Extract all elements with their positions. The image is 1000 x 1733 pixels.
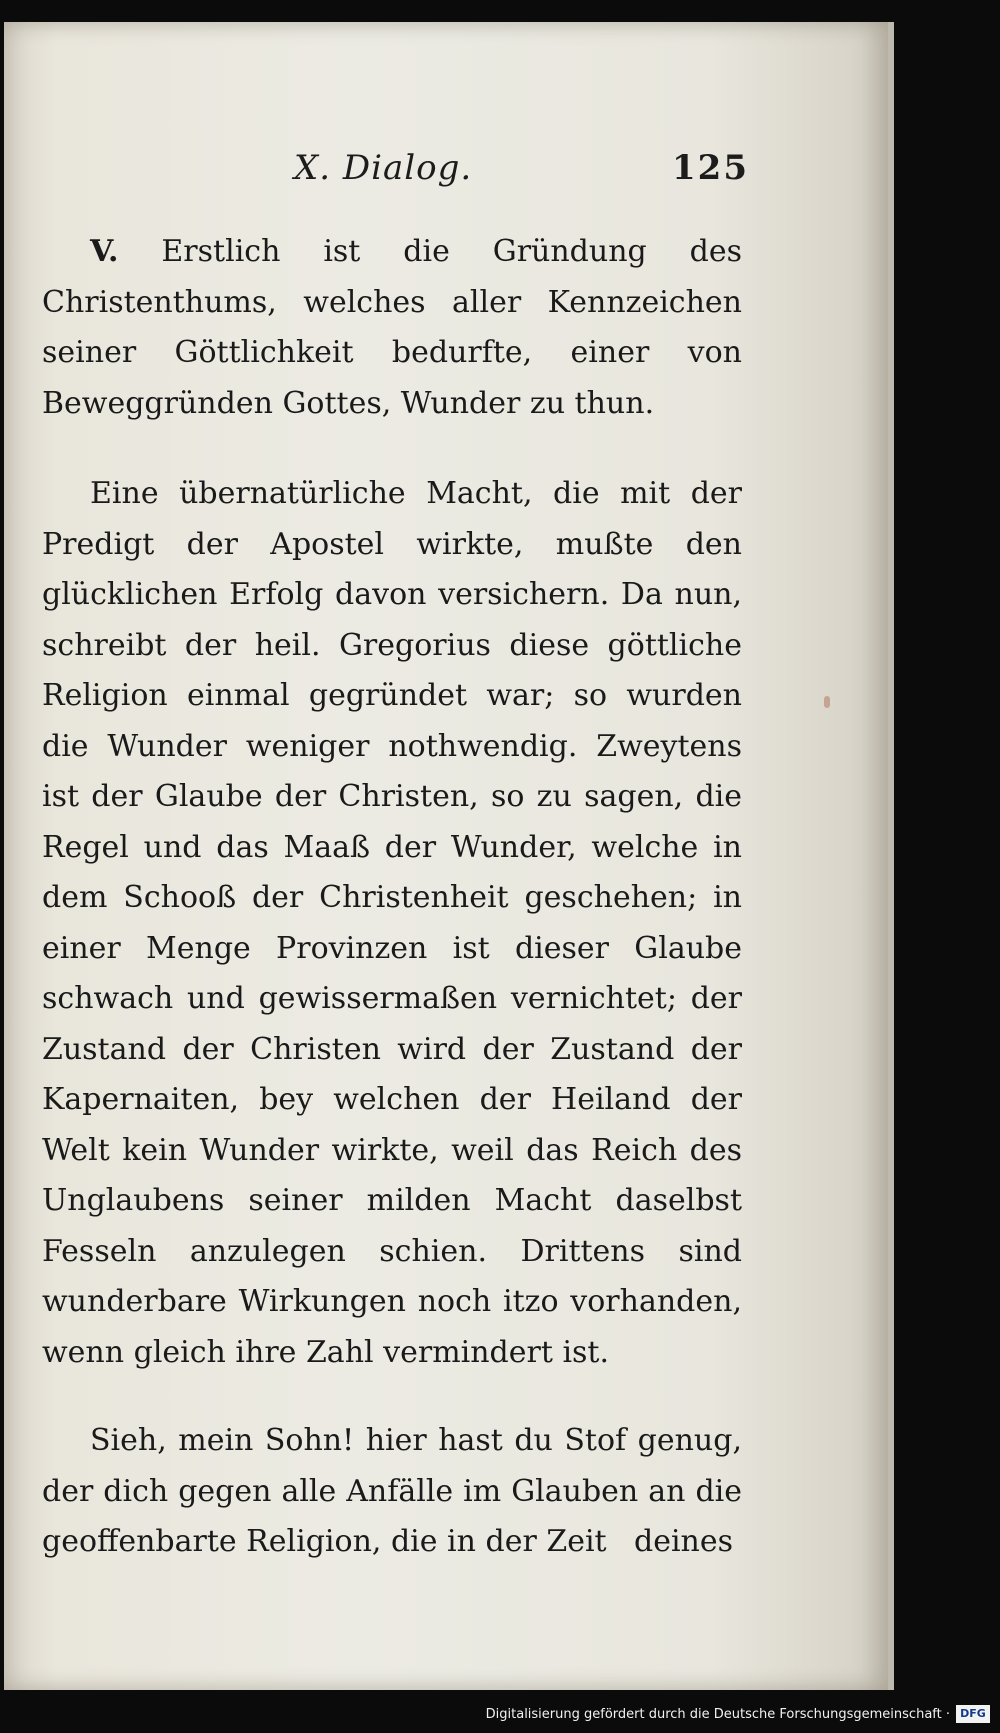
paragraph-1-lead: V. [90, 234, 119, 269]
running-head: X. Dialog. [294, 148, 473, 188]
body-text [42, 227, 742, 1568]
paper-stain [824, 696, 830, 708]
page-number: 125 [672, 148, 749, 188]
catchword: deines [634, 1524, 734, 1559]
paragraph-1-text: Erstlich ist die Gründung des Christenthums, welches aller Kennzeichen seiner Göttlichkeit bedurfte, einer von Beweggründen Gottes, Wunder zu thun. [42, 234, 742, 421]
footer-bar [0, 1697, 1000, 1733]
paragraph-3: Sieh, mein Sohn! hier hast du Stof genug, der dich gegen alle Anfälle im Glauben an die geoffenbarte Religion, die in der Zeit [42, 1423, 742, 1559]
dfg-logo-icon: DFG [956, 1705, 990, 1723]
paragraph-2: Eine übernatürliche Macht, die mit der Predigt der Apostel wirkte, mußte den glücklichen Erfolg davon versichern. Da nun, schreibt der heil. Gregorius diese göttliche Religion einmal gegründet war; so wurden die Wunder weniger nothwendig. Zweytens ist der Glaube der Christen, so zu sagen, die Regel und das Maaß der Wunder, welche in dem Schooß der Christenheit geschehen; in einer Menge Provinzen ist dieser Glaube schwach und gewissermaßen vernichtet; der Zustand der Christen wird der Zustand der Kapernaiten, bey welchen der Heiland der Welt kein Wunder wirkte, weil das Reich des Unglaubens seiner milden Macht daselbst Fesseln anzulegen schien. Drittens sind wunderbare Wirkungen noch itzo vorhanden, wenn gleich ihre Zahl vermindert ist. [42, 476, 742, 1370]
page-header [4, 148, 888, 198]
book-page [4, 22, 894, 1690]
paragraph-1 [42, 227, 742, 429]
funding-credit: Digitalisierung gefördert durch die Deutsche Forschungsgemeinschaft · [485, 1707, 950, 1722]
